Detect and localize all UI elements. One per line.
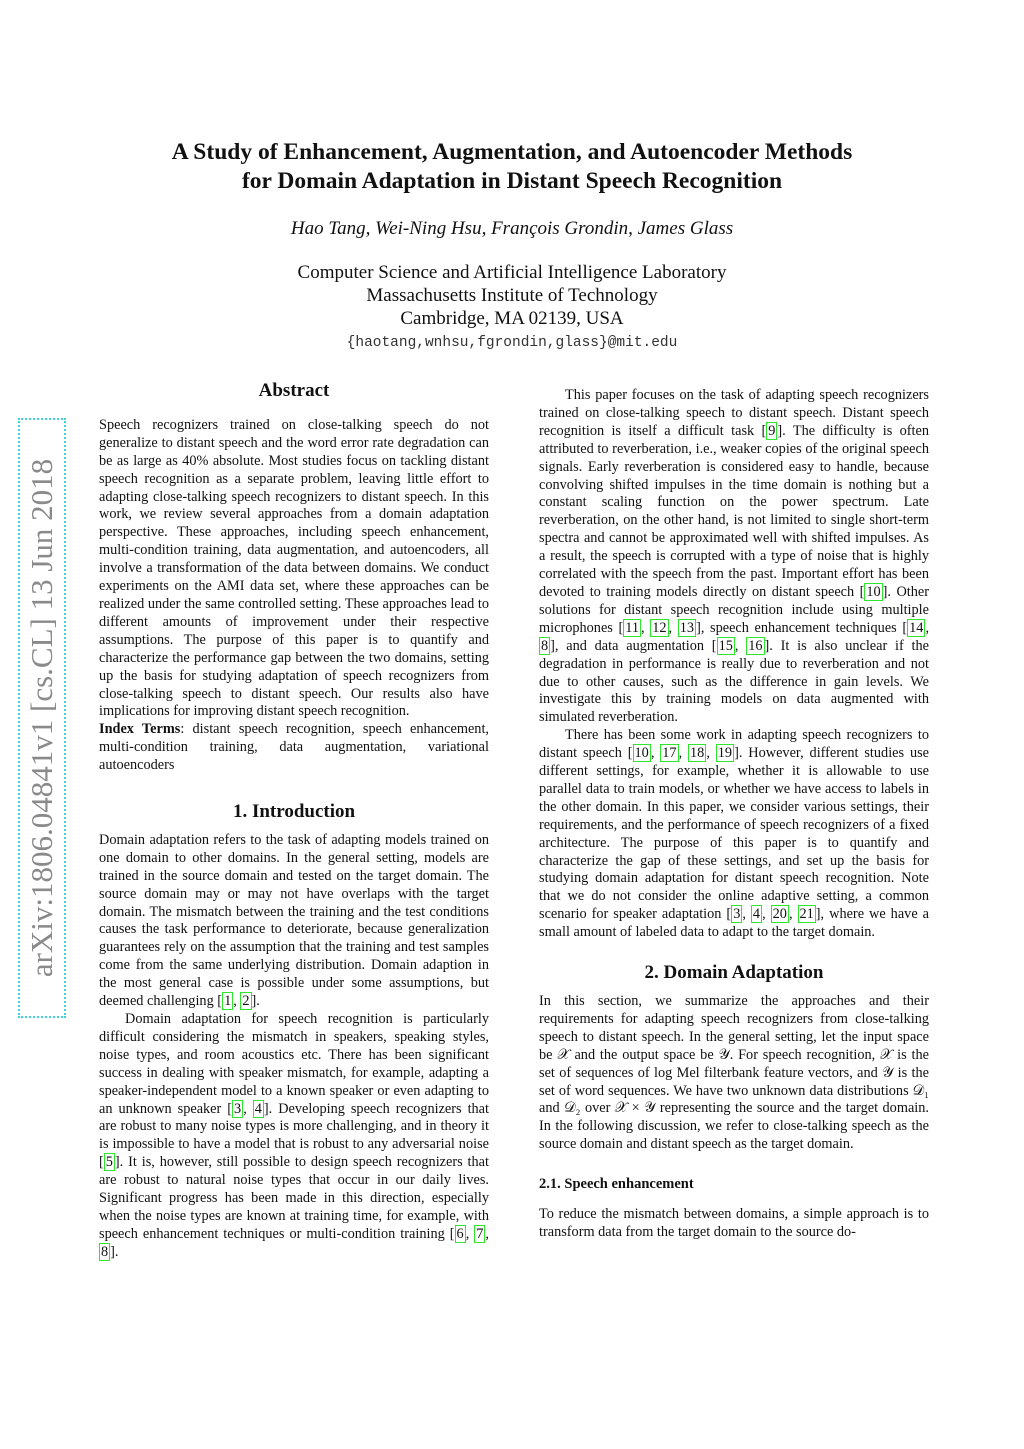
- citation-link[interactable]: 7: [476, 1225, 484, 1242]
- affiliation-line: Computer Science and Artificial Intelligence Laboratory: [297, 262, 727, 283]
- citation-link[interactable]: 4: [254, 1100, 262, 1117]
- citation-link[interactable]: 8: [101, 1243, 109, 1260]
- index-terms: [99, 721, 489, 775]
- abstract-text: Speech recognizers trained on close-talking speech do not generalize to distant speech and the word error rate degradation can be as large as 40% absolute. Most studies focus on tackling distant speech recognition as a separate problem, leaving little effort to adapting close-talking speech recognizers to distant speech. In this work, we review several approaches from a domain adaptation perspective. These approaches, including speech enhancement, multi-condition training, data augmentation, and autoencoders, all involve a transformation of the data between domains. We conduct experiments on the AMI data set, where these approaches can be realized under the same controlled setting. These approaches lead to different amounts of improvement under their respective assumptions. The purpose of this paper is to quantify and characterize the performance gap between the two domains, setting up the basis for studying adaptation of speech recognizers from close-talking speech to distant speech. Our results also have implications for improving distant speech recognition.: [99, 416, 489, 720]
- arxiv-stamp: [18, 418, 66, 1018]
- citation-link[interactable]: 17: [662, 745, 677, 762]
- citation-link[interactable]: 9: [768, 422, 776, 439]
- subsection-text: To reduce the mismatch between domains, a simple approach is to transform data from the target domain to the source do-: [539, 1206, 929, 1240]
- citation-link[interactable]: 2: [242, 993, 250, 1010]
- citation-link[interactable]: 18: [690, 745, 705, 762]
- paper-title: [0, 138, 1024, 196]
- abstract-heading: Abstract: [258, 380, 330, 401]
- citation-link[interactable]: 8: [541, 637, 549, 654]
- affiliation-line: Cambridge, MA 02139, USA: [400, 308, 624, 329]
- citation-link[interactable]: 3: [733, 906, 741, 923]
- affiliation: [0, 261, 1024, 330]
- left-column: [99, 382, 489, 1262]
- title-line-1: A Study of Enhancement, Augmentation, and Autoencoder Methods: [171, 139, 853, 165]
- intro-paragraph: Domain adaptation for speech recognition is particularly difficult considering the mismatch in speakers, speaking styles, noise types, and room acoustics etc. There has been significant success in dealing with speaker mismatch, for example, adapting a speaker-independent model to a known speaker or even adapting to an unknown speaker [ 3 , 4 ]. Developing speech recognizers that are robust to many noise types is more challenging, and in theory it is impossible to have a model that is robust to any adversarial noise [ 5 ]. It is, however, still possible to design speech recognizers that are robust to natural noise types that occur in our daily lives. Significant progress has been made in this direction, especially when the noise types are known at training time, for example, with speech enhancement techniques or multi-condition training [ 6 , 7 , 8 ].: [99, 1011, 490, 1260]
- arxiv-id: arXiv:1806.04841v1 [cs.CL] 13 Jun 2018: [24, 458, 59, 978]
- citation-link[interactable]: 21: [799, 906, 814, 923]
- index-terms-text: : distant speech recognition, speech enhancement, multi-condition training, data augmentation, variational autoencoders: [99, 721, 489, 774]
- right-column: [539, 387, 929, 1242]
- citation-link[interactable]: 20: [772, 906, 787, 923]
- authors: Hao Tang, Wei-Ning Hsu, François Grondin, James Glass: [290, 218, 734, 239]
- citation-link[interactable]: 6: [456, 1225, 464, 1242]
- citation-link[interactable]: 3: [234, 1100, 242, 1117]
- citation-link[interactable]: 16: [748, 637, 763, 654]
- citation-link[interactable]: 10: [634, 745, 649, 762]
- citation-link[interactable]: 5: [105, 1154, 113, 1171]
- citation-link[interactable]: 19: [717, 745, 733, 762]
- citation-link[interactable]: 14: [909, 619, 924, 636]
- citation-link[interactable]: 1: [224, 993, 232, 1010]
- citation-link[interactable]: 12: [652, 619, 667, 636]
- affiliation-line: Massachusetts Institute of Technology: [366, 285, 658, 306]
- section-2-heading: 2. Domain Adaptation: [644, 962, 824, 984]
- email: {haotang,wnhsu,fgrondin,glass}@mit.edu: [346, 335, 678, 351]
- section-2-text: In this section, we summarize the approaches and their requirements for adapting speech recognizers from close-talking speech to distant speech. In the general setting, let the input space be 𝒳 and the output space be 𝒴. For speech recognition, 𝒳 is the set of sequences of log Mel filterbank feature vectors, and 𝒴 is the set of word sequences. We have two unknown data distributions 𝒟₁ and 𝒟₂ over 𝒳 × 𝒴 representing the source and the target domain. In the following discussion, we refer to close-talking speech as the source domain and distant speech as the target domain.: [539, 993, 929, 1153]
- citation-link[interactable]: 15: [718, 637, 733, 654]
- citation-link[interactable]: 13: [679, 619, 695, 636]
- citation-link[interactable]: 10: [866, 583, 881, 600]
- index-terms-label: Index Terms: [99, 721, 181, 738]
- title-line-2: for Domain Adaptation in Distant Speech Recognition: [241, 168, 783, 194]
- citation-link[interactable]: 11: [625, 619, 640, 636]
- intro-heading: 1. Introduction: [232, 801, 356, 823]
- body-paragraph: This paper focuses on the task of adapting speech recognizers trained on close-talking speech to distant speech. Distant speech recognition is itself a difficult task [ 9 ]. The difficulty is often attributed to reverberation, i.e., weaker copies of the original speech signals. Early reverberation is considered easy to handle, because convolving shifted impulses in the time domain is nothing but a constant scaling function on the power spectrum. Late reverberation, on the other hand, is not limited to single short-term spectra and cannot be approximated well with shifted impulses. As a result, the speech is corrupted with a type of noise that is highly correlated with the speech from the past. Important effort has been devoted to training models directly on distant speech [ 10 ]. Other solutions for distant speech recognition include using multiple microphones [ 11 , 12 , 13 ], speech enhancement techniques [ 14 , 8 ], and data augmentation [ 15 , 16 ]. It is also unclear if the degradation in performance is really due to reverberation and not due to other causes, such as the difference in gain levels. We investigate this by training models on data augmented with simulated reverberation.: [539, 387, 930, 726]
- body-paragraph: There has been some work in adapting speech recognizers to distant speech [ 10 , 17 , 18 , 19 ]. However, different studies use different settings, for example, whether it is allowable to use parallel data to train models, or whether we have access to labels in the other domain. In this paper, we consider various settings, their requirements, and the performance of speech recognizers of a fixed architecture. The purpose of this paper is to quantify and characterize the gap of these settings, and set up the basis for studying domain adaptation for distant speech recognition. Note that we do not consider the online adaptive setting, a common scenario for speaker adaptation [ 3 , 4 , 20 , 21 ], where we have a small amount of labeled data to adapt to the target domain.: [539, 727, 930, 941]
- subsection-heading: 2.1. Speech enhancement: [539, 1176, 694, 1193]
- intro-paragraph: Domain adaptation refers to the task of adapting models trained on one domain to other domains. In the general setting, models are trained in the source domain and tested on the target domain. The source domain may or may not have overlaps with the target domain. The mismatch between the training and the test conditions causes the task performance to deteriorate, because generalization guarantees rely on the assumption that the training and test samples come from the same underlying distribution. Domain adaption in the most general case is possible under some assumptions, but deemed challenging [ 1 , 2 ].: [99, 831, 489, 1010]
- citation-link[interactable]: 4: [752, 906, 761, 923]
